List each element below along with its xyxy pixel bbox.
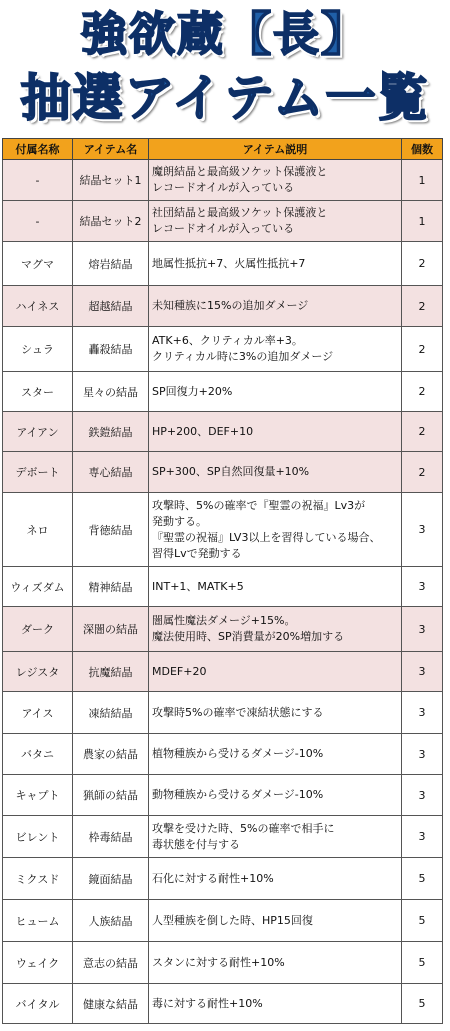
cell-count: 5 bbox=[402, 900, 443, 942]
header-row bbox=[3, 139, 443, 160]
description-line: 人型種族を倒した時、HP15回復 bbox=[152, 913, 313, 927]
cell-count: 5 bbox=[402, 984, 443, 1024]
description-line: 習得Lvで発動する bbox=[152, 546, 242, 560]
description-line: スタンに対する耐性+10% bbox=[152, 955, 285, 969]
table-body bbox=[3, 160, 443, 1024]
cell-prefix: レジスタ bbox=[3, 652, 73, 692]
cell-description bbox=[149, 775, 402, 816]
cell-count: 3 bbox=[402, 692, 443, 734]
cell-item-name: 背徳結晶 bbox=[73, 493, 149, 567]
cell-count: 1 bbox=[402, 160, 443, 201]
cell-description bbox=[149, 692, 402, 734]
table-row bbox=[3, 567, 443, 607]
description-line: レコードオイルが入っている bbox=[152, 222, 295, 235]
table-row bbox=[3, 372, 443, 412]
cell-item-name: 農家の結晶 bbox=[73, 734, 149, 775]
cell-prefix: スター bbox=[3, 372, 73, 412]
cell-description bbox=[149, 942, 402, 984]
cell-prefix: シュラ bbox=[3, 327, 73, 372]
description-line: MDEF+20 bbox=[152, 664, 207, 678]
cell-prefix: - bbox=[3, 160, 73, 201]
cell-prefix: アイス bbox=[3, 692, 73, 734]
table-row bbox=[3, 942, 443, 984]
cell-description bbox=[149, 816, 402, 858]
cell-prefix: ネロ bbox=[3, 493, 73, 567]
description-line: 地属性抵抗+7、火属性抵抗+7 bbox=[152, 256, 306, 270]
cell-count: 3 bbox=[402, 607, 443, 652]
cell-count: 5 bbox=[402, 942, 443, 984]
cell-prefix: キャプト bbox=[3, 775, 73, 816]
cell-prefix: ハイネス bbox=[3, 286, 73, 327]
table-row bbox=[3, 652, 443, 692]
cell-item-name: 人族結晶 bbox=[73, 900, 149, 942]
cell-prefix: ダーク bbox=[3, 607, 73, 652]
description-line: 石化に対する耐性+10% bbox=[152, 871, 274, 885]
cell-item-name: 枠毒結晶 bbox=[73, 816, 149, 858]
description-line: 植物種族から受けるダメージ-10% bbox=[152, 747, 324, 760]
cell-item-name: 星々の結晶 bbox=[73, 372, 149, 412]
table-row bbox=[3, 493, 443, 567]
table-row bbox=[3, 286, 443, 327]
cell-prefix: ウィズダム bbox=[3, 567, 73, 607]
table-row bbox=[3, 734, 443, 775]
description-line: 攻撃時5%の確率で凍結状態にする bbox=[152, 705, 324, 719]
cell-item-name: 猟師の結晶 bbox=[73, 775, 149, 816]
cell-description bbox=[149, 734, 402, 775]
cell-description bbox=[149, 160, 402, 201]
description-line: 攻撃時、5%の確率で『聖霊の祝福』Lv3が bbox=[152, 498, 366, 512]
table-row bbox=[3, 984, 443, 1024]
cell-description bbox=[149, 900, 402, 942]
cell-count: 3 bbox=[402, 734, 443, 775]
cell-count: 2 bbox=[402, 372, 443, 412]
cell-prefix: ヒューム bbox=[3, 900, 73, 942]
cell-count: 2 bbox=[402, 412, 443, 452]
description-line: 社団結晶と最高級ソケット保護液と bbox=[152, 206, 328, 219]
cell-prefix: バタニ bbox=[3, 734, 73, 775]
cell-prefix: アイアン bbox=[3, 412, 73, 452]
table-row bbox=[3, 452, 443, 493]
cell-prefix: ビレント bbox=[3, 816, 73, 858]
cell-item-name: 結晶セット2 bbox=[73, 201, 149, 242]
cell-count: 3 bbox=[402, 816, 443, 858]
description-line: ATK+6、クリティカル率+3。 bbox=[152, 334, 303, 347]
cell-count: 2 bbox=[402, 242, 443, 286]
cell-description bbox=[149, 327, 402, 372]
description-line: 魔法使用時、SP消費量が20%増加する bbox=[152, 630, 345, 643]
table-row bbox=[3, 201, 443, 242]
table-row bbox=[3, 607, 443, 652]
cell-item-name: 専心結晶 bbox=[73, 452, 149, 493]
description-line: 魔朗結晶と最高級ソケット保護液と bbox=[152, 165, 328, 178]
cell-prefix: マグマ bbox=[3, 242, 73, 286]
cell-description bbox=[149, 286, 402, 327]
header-item-name: アイテム名 bbox=[73, 139, 149, 160]
cell-description bbox=[149, 412, 402, 452]
description-line: 発動する。 bbox=[152, 514, 207, 528]
description-line: SP+300、SP自然回復量+10% bbox=[152, 465, 310, 478]
description-line: SP回復力+20% bbox=[152, 384, 233, 398]
cell-item-name: 熔岩結晶 bbox=[73, 242, 149, 286]
description-line: 毒状態を付与する bbox=[152, 837, 240, 851]
cell-prefix: ウェイク bbox=[3, 942, 73, 984]
description-line: HP+200、DEF+10 bbox=[152, 424, 254, 438]
table-row bbox=[3, 327, 443, 372]
cell-description bbox=[149, 567, 402, 607]
description-line: INT+1、MATK+5 bbox=[152, 579, 244, 593]
cell-prefix: デボート bbox=[3, 452, 73, 493]
cell-item-name: 深闇の結晶 bbox=[73, 607, 149, 652]
cell-description bbox=[149, 452, 402, 493]
description-line: レコードオイルが入っている bbox=[152, 181, 295, 194]
table-row bbox=[3, 242, 443, 286]
cell-item-name: 抗魔結晶 bbox=[73, 652, 149, 692]
cell-count: 3 bbox=[402, 652, 443, 692]
cell-count: 3 bbox=[402, 567, 443, 607]
header-count: 個数 bbox=[402, 139, 443, 160]
cell-description bbox=[149, 652, 402, 692]
table-row bbox=[3, 816, 443, 858]
item-table bbox=[2, 138, 443, 1024]
description-line: 『聖霊の祝福』LV3以上を習得している場合、 bbox=[152, 530, 381, 544]
cell-prefix: ミクスド bbox=[3, 858, 73, 900]
cell-count: 2 bbox=[402, 452, 443, 493]
description-line: 攻撃を受けた時、5%の確率で相手に bbox=[152, 821, 335, 835]
table-row bbox=[3, 900, 443, 942]
description-line: 動物種族から受けるダメージ-10% bbox=[152, 788, 324, 801]
table-row bbox=[3, 160, 443, 201]
cell-prefix: - bbox=[3, 201, 73, 242]
table-row bbox=[3, 775, 443, 816]
cell-count: 3 bbox=[402, 775, 443, 816]
cell-description bbox=[149, 607, 402, 652]
cell-count: 3 bbox=[402, 493, 443, 567]
description-line: 未知種族に15%の追加ダメージ bbox=[152, 299, 309, 312]
description-line: クリティカル時に3%の追加ダメージ bbox=[152, 350, 334, 363]
header-prefix: 付属名称 bbox=[3, 139, 73, 160]
cell-count: 1 bbox=[402, 201, 443, 242]
title-banner bbox=[0, 0, 450, 134]
header-description: アイテム説明 bbox=[149, 139, 402, 160]
table-row bbox=[3, 858, 443, 900]
cell-description bbox=[149, 984, 402, 1024]
cell-item-name: 健康な結晶 bbox=[73, 984, 149, 1024]
title-line-2: 抽選アイテム一覧 bbox=[20, 69, 430, 127]
table-row bbox=[3, 692, 443, 734]
cell-item-name: 鏡面結晶 bbox=[73, 858, 149, 900]
cell-description bbox=[149, 242, 402, 286]
description-line: 毒に対する耐性+10% bbox=[152, 996, 263, 1010]
cell-description bbox=[149, 372, 402, 412]
cell-count: 2 bbox=[402, 327, 443, 372]
cell-item-name: 轟殺結晶 bbox=[73, 327, 149, 372]
cell-item-name: 超越結晶 bbox=[73, 286, 149, 327]
title-line-1: 強欲蔵【長】 bbox=[81, 7, 369, 61]
cell-description bbox=[149, 858, 402, 900]
table-row bbox=[3, 412, 443, 452]
cell-description bbox=[149, 493, 402, 567]
cell-item-name: 結晶セット1 bbox=[73, 160, 149, 201]
description-line: 闇属性魔法ダメージ+15%。 bbox=[152, 614, 296, 627]
cell-prefix: バイタル bbox=[3, 984, 73, 1024]
cell-count: 5 bbox=[402, 858, 443, 900]
cell-item-name: 鉄鎧結晶 bbox=[73, 412, 149, 452]
cell-item-name: 凍結結晶 bbox=[73, 692, 149, 734]
cell-count: 2 bbox=[402, 286, 443, 327]
cell-item-name: 意志の結晶 bbox=[73, 942, 149, 984]
cell-item-name: 精神結晶 bbox=[73, 567, 149, 607]
cell-description bbox=[149, 201, 402, 242]
